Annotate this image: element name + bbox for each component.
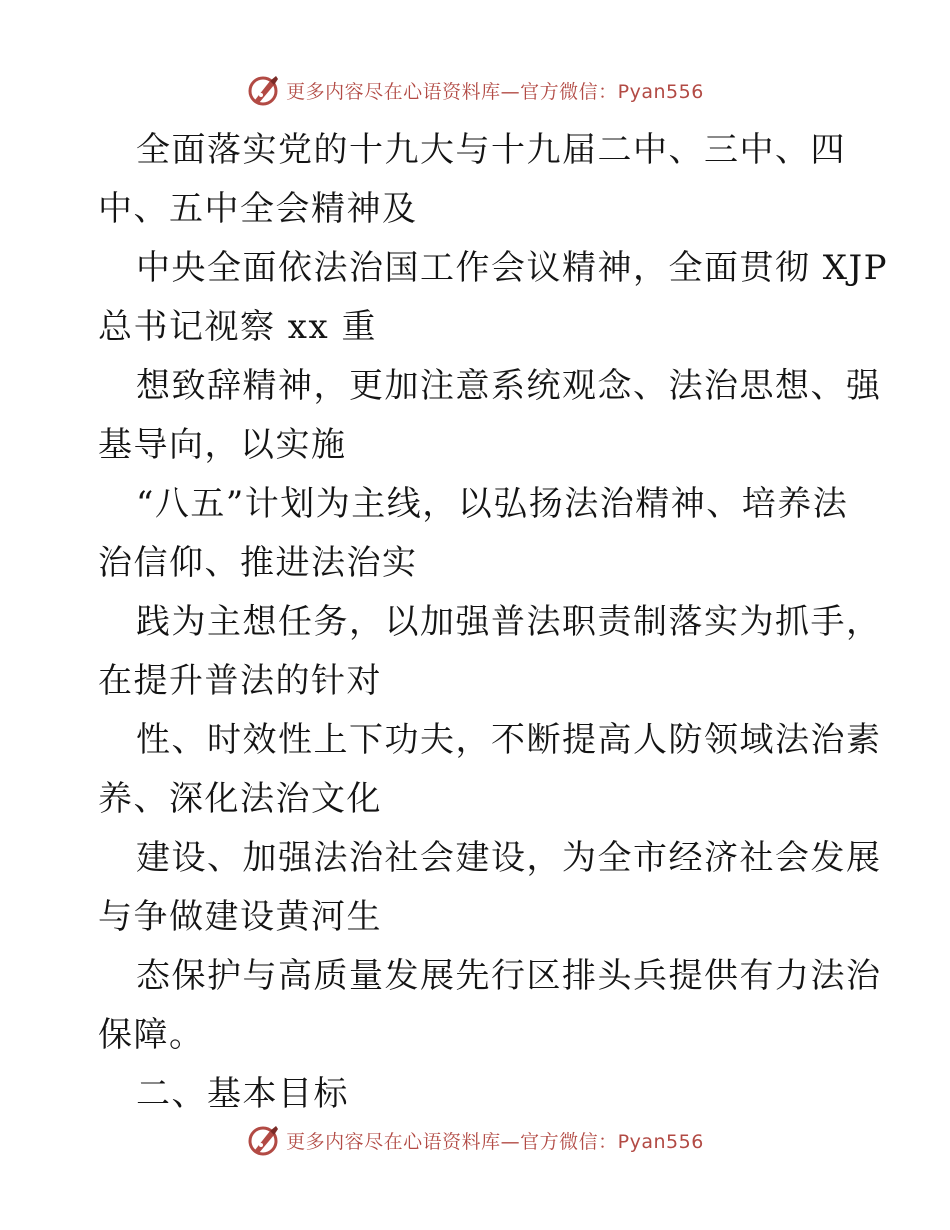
paragraph-8	[98, 947, 882, 1065]
paragraph-line: 践为主想任务，以加强普法职责制落实为抓手，	[136, 602, 882, 642]
paragraph-line: 性、时效性上下功夫，不断提高人防领域法治素	[136, 720, 882, 760]
paragraph-6	[98, 711, 882, 829]
paragraph-7	[98, 829, 882, 947]
paragraph-line: 态保护与高质量发展先行区排头兵提供有力法治	[136, 956, 882, 996]
paragraph-line: 建设、加强法治社会建设，为全市经济社会发展	[136, 838, 882, 878]
paragraph-3	[98, 357, 882, 475]
pen-nib-circle-icon	[246, 1123, 280, 1157]
paragraph-5	[98, 593, 882, 711]
document-body	[98, 121, 889, 1124]
pen-nib-circle-icon	[246, 73, 280, 107]
header-banner-text: 更多内容尽在心语资料库—官方微信：Pyan556	[286, 80, 704, 103]
paragraph-line: 总书记视察 xx 重	[98, 307, 377, 347]
paragraph-2	[98, 239, 889, 357]
section-heading-text: 二、基本目标	[136, 1074, 349, 1114]
paragraph-line: 治信仰、推进法治实	[98, 543, 418, 583]
footer-banner-text: 更多内容尽在心语资料库—官方微信：Pyan556	[286, 1130, 704, 1153]
paragraph-line: 与争做建设黄河生	[98, 897, 382, 937]
paragraph-line: 保障。	[98, 1015, 205, 1055]
paragraph-line: “八五”计划为主线，以弘扬法治精神、培养法	[136, 484, 849, 524]
paragraph-line: 养、深化法治文化	[98, 779, 382, 819]
paragraph-1	[98, 121, 858, 239]
paragraph-line: 基导向，以实施	[98, 425, 347, 465]
paragraph-line: 想致辞精神，更加注意系统观念、法治思想、强	[136, 366, 882, 406]
header-banner	[0, 70, 950, 110]
paragraph-line: 在提升普法的针对	[98, 661, 382, 701]
section-heading	[98, 1065, 858, 1124]
footer-banner	[0, 1120, 950, 1160]
paragraph-line: 中央全面依法治国工作会议精神，全面贯彻 XJP	[136, 248, 889, 288]
paragraph-line: 中、五中全会精神及	[98, 189, 418, 229]
paragraph-line: 全面落实党的十九大与十九届二中、三中、四	[136, 130, 846, 170]
paragraph-4	[98, 475, 858, 593]
